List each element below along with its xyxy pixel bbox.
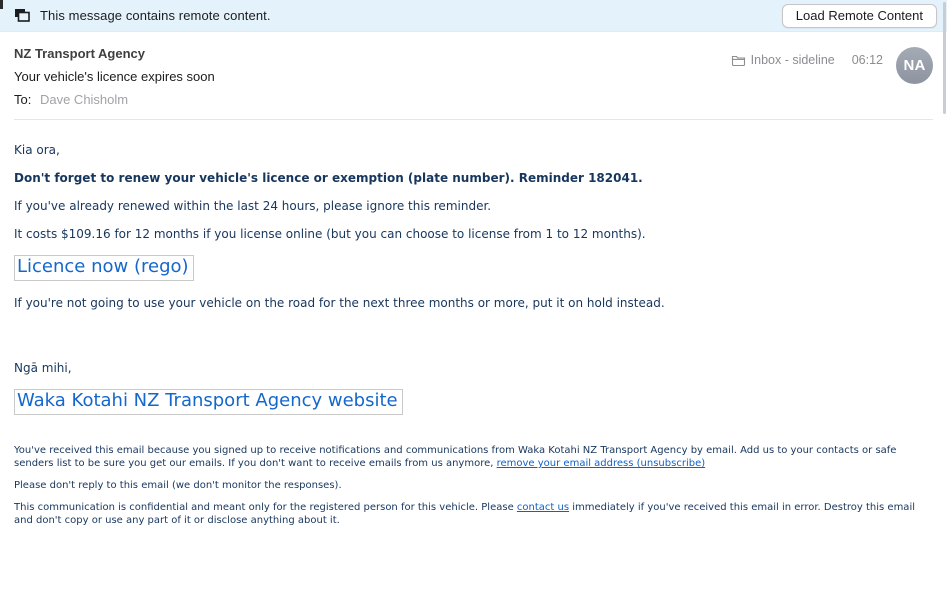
website-image-placeholder[interactable]	[14, 389, 403, 415]
mailbox-folder-icon	[731, 54, 746, 66]
cost-text: It costs $109.16 for 12 months if you license online (but you can choose to license from 1 to 12 months).	[14, 227, 646, 241]
remote-content-icon	[14, 8, 31, 23]
reminder-headline: Don't forget to renew your vehicle's licence or exemption (plate number). Reminder 182041.	[14, 171, 643, 185]
message-header	[0, 32, 947, 119]
signoff-text: Ngā mihi,	[14, 361, 72, 375]
to-line	[14, 92, 731, 108]
received-time: 06:12	[851, 53, 883, 67]
already-renewed-text: If you've already renewed within the last 24 hours, please ignore this reminder.	[14, 199, 492, 213]
recipient-name[interactable]: Dave Chisholm	[39, 92, 129, 107]
email-body	[0, 120, 947, 527]
remote-content-banner	[0, 0, 947, 32]
greeting-text: Kia ora,	[14, 143, 60, 157]
footer-subscription-body: You've received this email because you signed up to receive notifications and communications from Waka Kotahi NZ Transport Agency by email. Add us to your contacts or safe senders list to be sure you get our emails. If you don't want to receive emails from us anymore,	[14, 445, 897, 469]
unsubscribe-link[interactable]: remove your email address (unsubscribe)	[496, 458, 706, 469]
footer-noreply-text: Please don't reply to this email (we don't monitor the responses).	[14, 480, 342, 491]
banner-message: This message contains remote content.	[40, 8, 271, 23]
footer-subscription-text	[14, 444, 933, 470]
meta-row	[731, 53, 883, 67]
website-link[interactable]: Waka Kotahi NZ Transport Agency website	[17, 390, 398, 411]
subject-line: Your vehicle's licence expires soon	[14, 69, 215, 84]
load-remote-content-button[interactable]: Load Remote Content	[782, 4, 937, 28]
footer-confidential-body1: This communication is confidential and meant only for the registered person for this vehicle. Please	[14, 502, 517, 513]
sender-avatar: NA	[896, 47, 933, 84]
footer-fineprint	[14, 444, 933, 527]
to-label: To:	[14, 92, 32, 107]
header-left	[14, 46, 731, 108]
put-on-hold-text: If you're not going to use your vehicle on the road for the next three months or more, put it on hold instead.	[14, 296, 665, 310]
header-right	[731, 46, 933, 84]
licence-now-image-placeholder[interactable]	[14, 255, 194, 281]
licence-now-link[interactable]: Licence now (rego)	[17, 256, 189, 277]
footer-confidential-body2: immediately if you've received this email in error. Destroy this email and don't copy or use any part of it or disclose anything about it.	[14, 502, 915, 526]
contact-us-link[interactable]: contact us	[516, 502, 570, 513]
mailbox-name: Inbox - sideline	[750, 53, 835, 67]
sender-name[interactable]: NZ Transport Agency	[14, 46, 145, 61]
scrollbar[interactable]	[943, 2, 946, 114]
footer-confidential-text	[14, 501, 933, 527]
window-corner-artifact	[0, 0, 3, 9]
